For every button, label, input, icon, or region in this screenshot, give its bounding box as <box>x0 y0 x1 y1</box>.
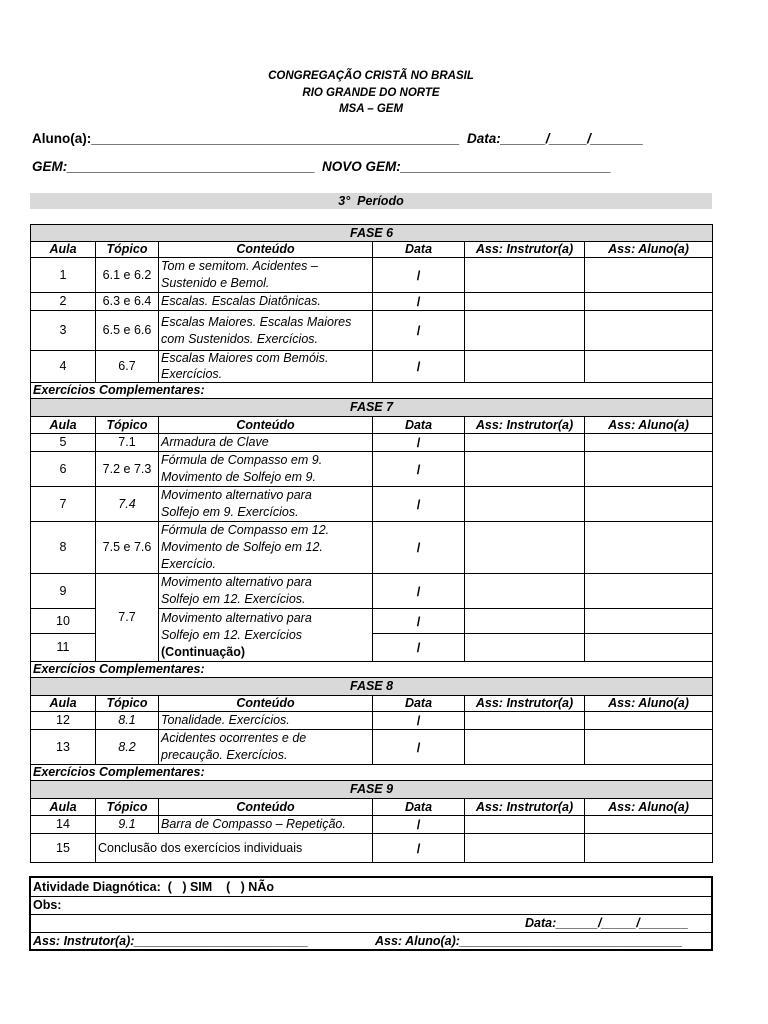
complementary-exercises-row <box>31 765 713 781</box>
lesson-date: / <box>373 574 465 609</box>
instructor-signature-cell <box>465 712 585 730</box>
lesson-date: / <box>373 452 465 487</box>
lesson-row-14 <box>31 816 713 834</box>
lesson-date: / <box>373 522 465 574</box>
phase-header-row <box>31 781 713 799</box>
diagnostic-row <box>31 878 711 897</box>
student-signature-cell <box>585 311 713 351</box>
lesson-topic: 9.1 <box>96 816 159 834</box>
lesson-content <box>159 311 373 351</box>
col-topico: Tópico <box>96 417 159 434</box>
student-signature-cell <box>585 730 713 765</box>
lesson-content <box>159 730 373 765</box>
lesson-date: / <box>373 834 465 863</box>
col-topico: Tópico <box>96 696 159 712</box>
instructor-signature-cell <box>465 574 585 609</box>
lesson-date: / <box>373 311 465 351</box>
complementary-exercises-label: Exercícios Complementares: <box>31 765 713 781</box>
lesson-content <box>96 834 373 863</box>
lesson-row-2 <box>31 293 713 311</box>
col-data: Data <box>373 696 465 712</box>
student-signature-cell <box>585 609 713 634</box>
lesson-number: 5 <box>31 434 96 452</box>
lesson-number: 3 <box>31 311 96 351</box>
column-header-row <box>31 696 713 712</box>
period-bar: 3° Período <box>30 193 712 209</box>
lesson-number: 15 <box>31 834 96 863</box>
lesson-number: 9 <box>31 574 96 609</box>
col-conteudo: Conteúdo <box>159 696 373 712</box>
lesson-row-15 <box>31 834 713 863</box>
col-topico: Tópico <box>96 242 159 258</box>
lesson-row-1 <box>31 258 713 293</box>
diagnostic-activity: Atividade Diagnótica: ( ) SIM ( ) NÃo <box>33 880 274 894</box>
student-signature-cell <box>585 487 713 522</box>
lesson-topic: 7.7 <box>96 574 159 662</box>
lesson-content <box>159 574 373 609</box>
student-signature-cell <box>585 293 713 311</box>
col-instrutor: Ass: Instrutor(a) <box>465 799 585 816</box>
content-line: Movimento alternativo para <box>161 488 312 502</box>
content-line: Solfejo em 9. Exercícios. <box>161 505 299 519</box>
lesson-date: / <box>373 351 465 383</box>
col-data: Data <box>373 417 465 434</box>
lesson-date: / <box>373 487 465 522</box>
complementary-exercises-label: Exercícios Complementares: <box>31 383 713 399</box>
lesson-row-8 <box>31 522 713 574</box>
lesson-row-7 <box>31 487 713 522</box>
student-signature-cell <box>585 258 713 293</box>
col-conteudo: Conteúdo <box>159 242 373 258</box>
lesson-content <box>159 712 373 730</box>
lesson-topic: 6.7 <box>96 351 159 383</box>
content-line: Solfejo em 12. Exercícios. <box>161 592 306 606</box>
column-header-row <box>31 417 713 434</box>
complementary-exercises-row <box>31 383 713 399</box>
content-line: Fórmula de Compasso em 12. <box>161 523 330 537</box>
col-aluno: Ass: Aluno(a) <box>585 417 713 434</box>
lesson-number: 4 <box>31 351 96 383</box>
instructor-signature-cell <box>465 351 585 383</box>
content-line: Exercícios. <box>161 366 223 381</box>
column-header-row <box>31 242 713 258</box>
lesson-content <box>159 487 373 522</box>
col-aula: Aula <box>31 799 96 816</box>
student-signature-cell <box>585 434 713 452</box>
content-line: Tom e semitom. Acidentes – <box>161 259 318 273</box>
student-signature-cell <box>585 351 713 383</box>
col-instrutor: Ass: Instrutor(a) <box>465 696 585 712</box>
lesson-topic: 6.5 e 6.6 <box>96 311 159 351</box>
content-line: Solfejo em 12. Exercícios <box>161 627 303 642</box>
footer-date-row <box>31 915 711 933</box>
student-signature-cell <box>585 816 713 834</box>
lesson-topic: 7.4 <box>96 487 159 522</box>
instructor-signature-cell <box>465 609 585 634</box>
lesson-content <box>159 293 373 311</box>
phase-title: FASE 9 <box>31 781 713 799</box>
instructor-signature-cell <box>465 434 585 452</box>
content-line: Armadura de Clave <box>161 435 269 449</box>
lesson-number: 2 <box>31 293 96 311</box>
signatures-row <box>31 933 711 949</box>
lesson-row-4 <box>31 351 713 383</box>
student-signature-cell <box>585 522 713 574</box>
title-line-1: CONGREGAÇÃO CRISTÃ NO BRASIL <box>268 70 474 82</box>
student-signature-cell <box>585 634 713 662</box>
lesson-number: 6 <box>31 452 96 487</box>
lesson-content <box>159 816 373 834</box>
student-signature-cell <box>585 834 713 863</box>
lesson-content <box>159 258 373 293</box>
col-aluno: Ass: Aluno(a) <box>585 242 713 258</box>
col-topico: Tópico <box>96 799 159 816</box>
obs-row <box>31 897 711 915</box>
document-title <box>30 68 712 118</box>
instructor-signature-cell <box>465 834 585 863</box>
lesson-date: / <box>373 609 465 634</box>
content-line: Movimento de Solfejo em 12. <box>161 540 323 554</box>
lesson-row-6 <box>31 452 713 487</box>
student-name-field: Aluno(a):_________________________________________________ <box>32 131 460 146</box>
content-line: Tonalidade. Exercícios. <box>161 713 290 727</box>
lesson-topic: 7.5 e 7.6 <box>96 522 159 574</box>
content-line: Fórmula de Compasso em 9. <box>161 453 323 467</box>
lesson-topic: 7.1 <box>96 434 159 452</box>
lesson-number: 13 <box>31 730 96 765</box>
diagnostic-box <box>29 876 713 951</box>
phase-header-row <box>31 678 713 696</box>
col-conteudo: Conteúdo <box>159 799 373 816</box>
lesson-topic: 8.1 <box>96 712 159 730</box>
lesson-number: 8 <box>31 522 96 574</box>
lesson-row-9 <box>31 574 713 609</box>
phase-title: FASE 7 <box>31 399 713 417</box>
col-data: Data <box>373 242 465 258</box>
lesson-topic: 6.1 e 6.2 <box>96 258 159 293</box>
content-line: Acidentes ocorrentes e de <box>161 731 307 745</box>
lesson-topic: 7.2 e 7.3 <box>96 452 159 487</box>
lesson-date: / <box>373 816 465 834</box>
content-line: Sustenido e Bemol. <box>161 276 270 290</box>
col-instrutor: Ass: Instrutor(a) <box>465 417 585 434</box>
lesson-content <box>159 522 373 574</box>
lessons-table <box>30 224 713 863</box>
title-line-2: RIO GRANDE DO NORTE <box>302 86 440 99</box>
complementary-exercises-label: Exercícios Complementares: <box>31 662 713 678</box>
instructor-signature-cell <box>465 522 585 574</box>
lesson-topic: 8.2 <box>96 730 159 765</box>
col-instrutor: Ass: Instrutor(a) <box>465 242 585 258</box>
instructor-signature-cell <box>465 730 585 765</box>
lesson-date: / <box>373 434 465 452</box>
student-signature-cell <box>585 574 713 609</box>
column-header-row <box>31 799 713 816</box>
lesson-date: / <box>373 293 465 311</box>
lesson-content <box>159 609 373 662</box>
lesson-content <box>159 351 373 383</box>
lesson-content <box>159 452 373 487</box>
title-line-3: MSA – GEM <box>338 103 404 115</box>
student-signature-cell <box>585 452 713 487</box>
lesson-content <box>159 434 373 452</box>
lesson-row-12 <box>31 712 713 730</box>
lesson-row-3 <box>31 311 713 351</box>
col-conteudo: Conteúdo <box>159 417 373 434</box>
lesson-number: 12 <box>31 712 96 730</box>
instructor-signature-cell <box>465 293 585 311</box>
lesson-date: / <box>373 712 465 730</box>
phase-title: FASE 8 <box>31 678 713 696</box>
lesson-row-13 <box>31 730 713 765</box>
obs-label: Obs: <box>33 898 62 912</box>
content-line: Escalas Maiores com Bemóis. <box>161 351 329 365</box>
content-line: precaução. Exercícios. <box>161 748 288 762</box>
student-signature-cell <box>585 712 713 730</box>
lesson-topic: 6.3 e 6.4 <box>96 293 159 311</box>
col-aluno: Ass: Aluno(a) <box>585 799 713 816</box>
lesson-date: / <box>373 634 465 662</box>
complementary-exercises-row <box>31 662 713 678</box>
content-line: (Continuação) <box>161 644 246 659</box>
instructor-signature-cell <box>465 634 585 662</box>
lesson-date: / <box>373 730 465 765</box>
lesson-number: 10 <box>31 609 96 634</box>
lesson-number: 1 <box>31 258 96 293</box>
content-line: Movimento de Solfejo em 9. <box>161 470 316 484</box>
col-data: Data <box>373 799 465 816</box>
content-line: Movimento alternativo para <box>161 610 312 625</box>
date-field: Data:______/_____/_______ <box>467 131 644 146</box>
phase-title: FASE 6 <box>31 225 713 242</box>
col-aula: Aula <box>31 696 96 712</box>
footer-date-field: Data:______/_____/_______ <box>525 916 689 930</box>
instructor-signature-cell <box>465 452 585 487</box>
phase-header-row <box>31 399 713 417</box>
content-line: Conclusão dos exercícios individuais <box>98 840 303 855</box>
lesson-date: / <box>373 258 465 293</box>
student-signature-field: Ass: Aluno(a):________________________________ <box>375 934 683 948</box>
instructor-signature-cell <box>465 258 585 293</box>
col-aula: Aula <box>31 417 96 434</box>
phase-header-row <box>31 225 713 242</box>
content-line: Exercício. <box>161 557 216 571</box>
lesson-number: 7 <box>31 487 96 522</box>
new-gem-field: NOVO GEM:____________________________ <box>322 159 611 174</box>
content-line: Escalas. Escalas Diatônicas. <box>161 294 321 308</box>
content-line: com Sustenidos. Exercícios. <box>161 331 319 346</box>
col-aluno: Ass: Aluno(a) <box>585 696 713 712</box>
content-line: Escalas Maiores. Escalas Maiores <box>161 314 352 329</box>
instructor-signature-cell <box>465 487 585 522</box>
lesson-number: 11 <box>31 634 96 662</box>
content-line: Movimento alternativo para <box>161 575 312 589</box>
instructor-signature-cell <box>465 816 585 834</box>
content-line: Barra de Compasso – Repetição. <box>161 817 346 831</box>
instructor-signature-field: Ass: Instrutor(a):_________________________ <box>33 934 309 948</box>
gem-field: GEM:_________________________________ <box>32 159 316 174</box>
lesson-number: 14 <box>31 816 96 834</box>
col-aula: Aula <box>31 242 96 258</box>
instructor-signature-cell <box>465 311 585 351</box>
lesson-row-5 <box>31 434 713 452</box>
